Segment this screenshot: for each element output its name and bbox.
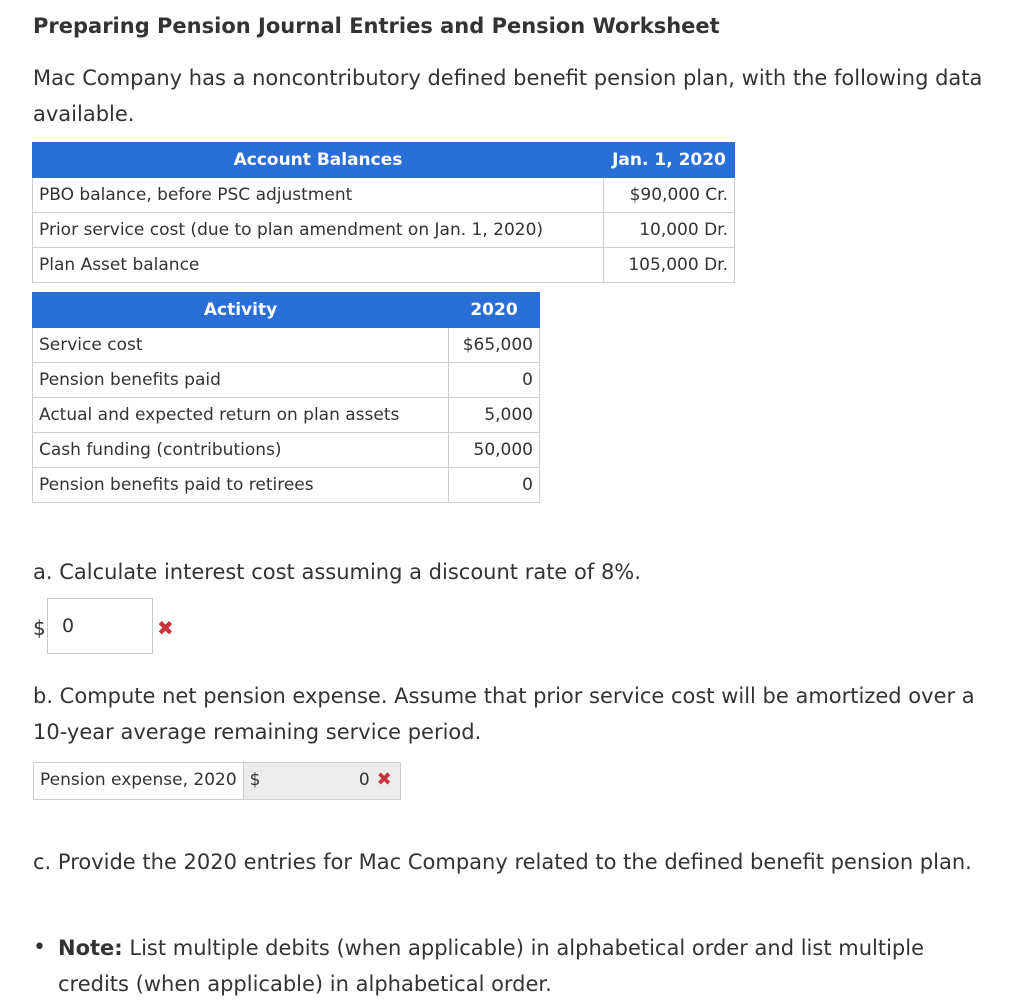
row-label: Cash funding (contributions)	[33, 433, 449, 468]
note-label: Note:	[58, 936, 123, 960]
table-header-row	[33, 293, 540, 328]
table-row	[33, 363, 540, 398]
row-label: Service cost	[33, 328, 449, 363]
row-label: Actual and expected return on plan assets	[33, 398, 449, 433]
row-label: Plan Asset balance	[33, 248, 604, 283]
incorrect-x-icon: ✖	[157, 616, 174, 640]
row-value: 5,000	[449, 398, 540, 433]
note-bullet	[33, 930, 993, 1002]
pension-expense-row	[33, 762, 401, 800]
table-row	[33, 178, 735, 213]
table-row	[33, 433, 540, 468]
row-value: 50,000	[449, 433, 540, 468]
column-header-date: Jan. 1, 2020	[604, 143, 735, 178]
row-label: Pension benefits paid	[33, 363, 449, 398]
currency-symbol: $	[249, 770, 261, 790]
row-label: Prior service cost (due to plan amendment on Jan. 1, 2020)	[33, 213, 604, 248]
row-value: $90,000 Cr.	[604, 178, 735, 213]
row-value: 105,000 Dr.	[604, 248, 735, 283]
note-content	[58, 930, 993, 1002]
table-row	[33, 398, 540, 433]
pension-expense-field[interactable]	[244, 763, 400, 799]
row-value: $65,000	[449, 328, 540, 363]
currency-symbol: $	[33, 616, 46, 640]
row-label: PBO balance, before PSC adjustment	[33, 178, 604, 213]
activity-table	[32, 292, 540, 503]
table-row	[33, 468, 540, 503]
table-row	[33, 213, 735, 248]
intro-text: Mac Company has a noncontributory defined benefit pension plan, with the following data available.	[33, 66, 983, 126]
question-a-text: a. Calculate interest cost assuming a discount rate of 8%.	[33, 560, 641, 584]
page-title: Preparing Pension Journal Entries and Pension Worksheet	[33, 14, 720, 38]
row-value: 0	[449, 468, 540, 503]
row-value: 0	[449, 363, 540, 398]
pension-expense-label: Pension expense, 2020	[34, 763, 244, 799]
column-header-activity: Activity	[33, 293, 449, 328]
row-value: 10,000 Dr.	[604, 213, 735, 248]
question-c-text: c. Provide the 2020 entries for Mac Company related to the defined benefit pension plan.	[33, 850, 972, 874]
incorrect-x-icon: ✖	[376, 769, 392, 790]
table-row	[33, 248, 735, 283]
pension-expense-value: 0	[358, 770, 370, 790]
account-balances-table	[32, 142, 735, 283]
bullet-icon: •	[33, 935, 46, 960]
question-b-text: b. Compute net pension expense. Assume that prior service cost will be amortized over a 10-year average remaining service period.	[33, 684, 975, 744]
column-header-year: 2020	[449, 293, 540, 328]
row-label: Pension benefits paid to retirees	[33, 468, 449, 503]
table-row	[33, 328, 540, 363]
note-text: List multiple debits (when applicable) in alphabetical order and list multiple credits (when applicable) in alphabetical order.	[58, 936, 924, 996]
table-header-row	[33, 143, 735, 178]
interest-cost-input[interactable]	[47, 598, 153, 654]
column-header-account-balances: Account Balances	[33, 143, 604, 178]
